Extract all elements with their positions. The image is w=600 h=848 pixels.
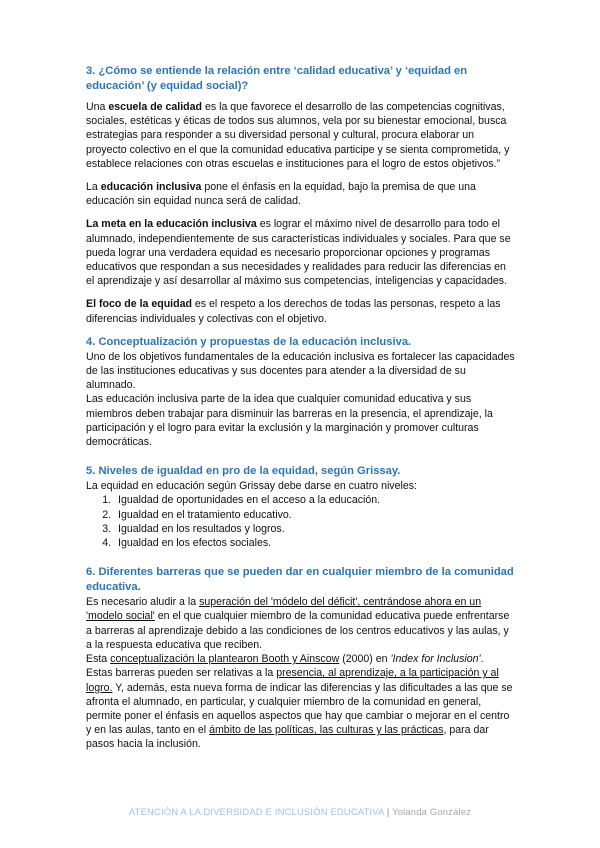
section-6-paragraph-2: Esta conceptualización la plantearon Booth y Ainscow (2000) en 'Index for Inclusion'.: [86, 653, 484, 666]
equality-levels-list: [86, 493, 516, 550]
section-5-intro: La equidad en educación según Grissay debe darse en cuatro niveles:: [86, 480, 417, 493]
section-3-heading: 3. ¿Cómo se entiende la relación entre ‘calidad educativa’ y ‘equidad en educación’ (y equidad social)?: [86, 65, 468, 92]
list-item: 2. Igualdad en el tratamiento educativo.: [114, 508, 516, 522]
section-3-paragraph-1: Una escuela de calidad es la que favorece el desarrollo de las competencias cognitivas, sociales, estéticas y éticas de todos sus alumnos, vela por su bienestar emocional, busca estrategias para responder a su diversidad personal y cultural, procura elaborar un proyecto colectivo en el que la comunidad educativa participe y se sienta comprometida, y establece relaciones con otras escuelas e instituciones para el logro de estos objetivos.”: [86, 101, 510, 170]
section-3-paragraph-3: La meta en la educación inclusiva es lograr el máximo nivel de desarrollo para todo el alumnado, independientemente de sus características individuales y sociales. Para que se pueda lograr una verdadera equidad es necesario proporcionar opciones y programas educativos que respondan a sus necesidades y realidades para reducir las diferencias en el aprendizaje y así desarrollar al máximo sus competencias, inteligencias y capacidades.: [86, 218, 511, 288]
section-4-paragraph-1: Uno de los objetivos fundamentales de la educación inclusiva es fortalecer las capacidades de las instituciones educativas y sus docentes para atender a la diversidad de su alumnado.: [86, 350, 515, 392]
section-6-heading: 6. Diferentes barreras que se pueden dar en cualquier miembro de la comunidad educativa.: [86, 566, 514, 594]
list-item: 1. Igualdad de oportunidades en el acceso a la educación.: [114, 493, 516, 507]
section-5-heading: 5. Niveles de igualdad en pro de la equidad, según Grissay.: [86, 465, 401, 478]
section-6-paragraph-1: Es necesario aludir a la superación del 'módelo del déficit', centrándose ahora en un 'modelo social' en el que cualquier miembro de la comunidad educativa puede enfrentarse a barreras al aprendizaje debido a las condiciones de los centros educativos y las aulas, y a la respuesta educativa que reciben.: [86, 596, 510, 651]
list-item: 3. Igualdad en los resultados y logros.: [114, 522, 516, 536]
section-3-paragraph-4: El foco de la equidad es el respeto a los derechos de todas las personas, respeto a las diferencias individuales y colectivas con el objetivo.: [86, 298, 501, 325]
section-4-heading: 4. Conceptualización y propuestas de la educación inclusiva.: [86, 335, 412, 348]
footer-separator: |: [386, 806, 390, 817]
footer-title: ATENCIÓN A LA DIVERSIDAD E INCLUSIÓN EDUCATIVA: [128, 806, 385, 817]
section-3-paragraph-2: La educación inclusiva pone el énfasis en la equidad, bajo la premisa de que una educación sin equidad nunca será de calidad.: [86, 181, 476, 208]
section-6-paragraph-3: Estas barreras pueden ser relativas a la presencia, al aprendizaje, a la participación y al logro. Y, además, esta nueva forma de indicar las diferencias y las dificultades a las que se afronta el alumnado, en particular, y cualquier miembro de la comunidad en general, permite poner el énfasis en aquellos aspectos que hay que cambiar o mejorar en el centro y en las aulas, tanto en el ámbito de las políticas, las culturas y las prácticas, para dar pasos hacia la inclusión.: [86, 667, 513, 751]
page-footer: [0, 806, 600, 817]
document-page: [86, 64, 516, 752]
list-item: 4. Igualdad en los efectos sociales.: [114, 536, 516, 550]
section-4-paragraph-2: Las educación inclusiva parte de la idea que cualquier comunidad educativa y sus miembros deben trabajar para disminuir las barreras en la presencia, el aprendizaje, la participación y el logro para evitar la exclusión y la marginación y promover culturas democráticas.: [86, 393, 493, 449]
footer-author: Yolanda González: [392, 806, 472, 817]
